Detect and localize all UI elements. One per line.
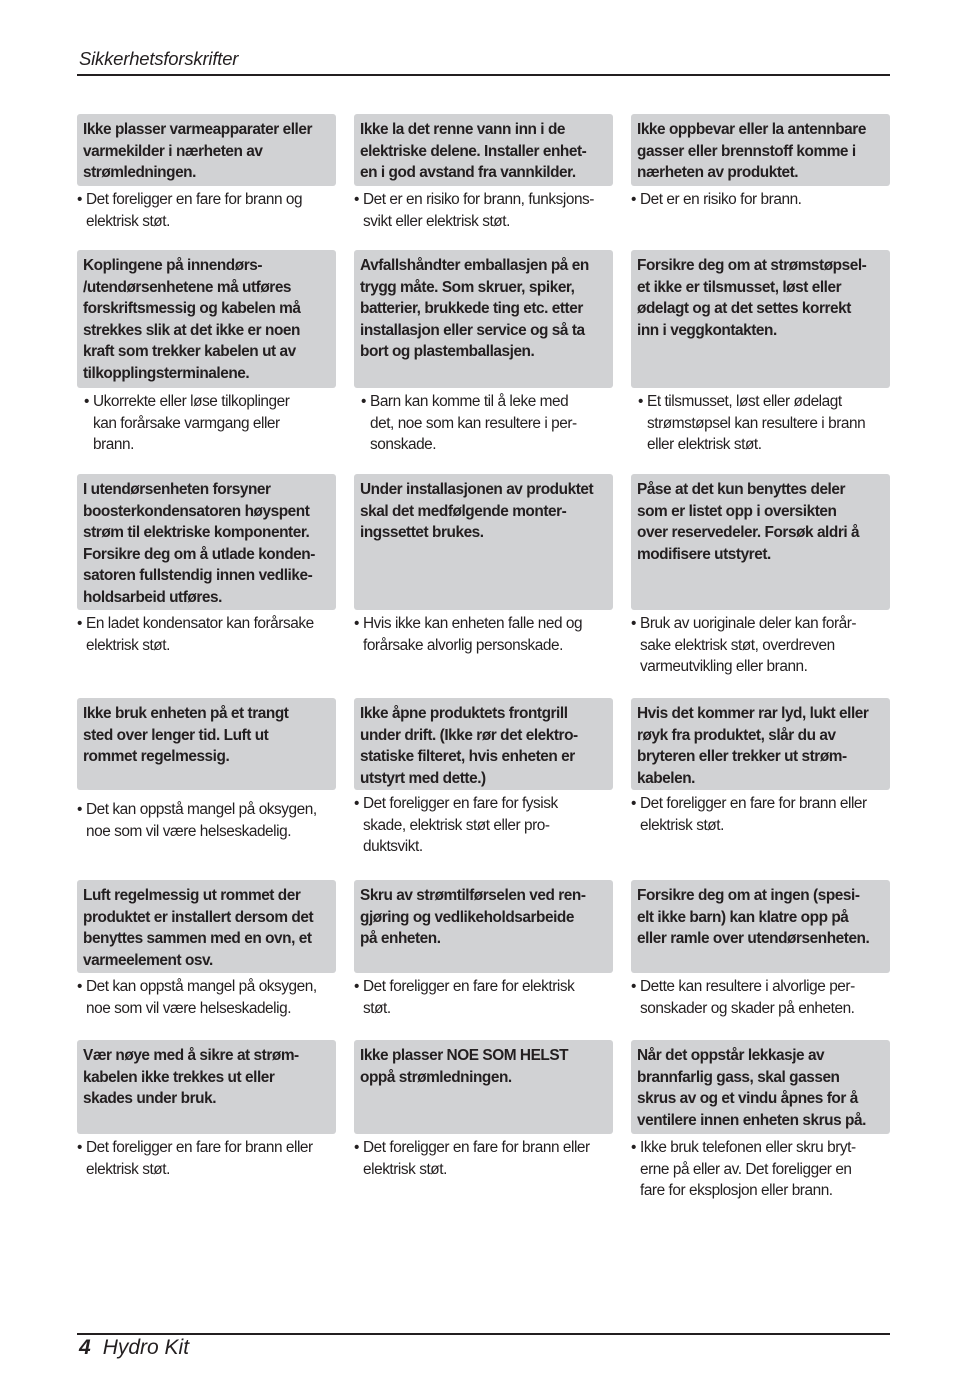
warning-heading: Ikke bruk enheten på et trangt sted over lenger tid. Luft ut rommet regelmessig. <box>83 705 289 766</box>
consequence-note <box>631 793 890 836</box>
consequence-note <box>77 613 336 656</box>
consequence-note <box>631 1137 890 1202</box>
consequence-text: Det foreligger en fare for brann eller elektrisk støt. <box>363 1139 590 1178</box>
bullet-icon: • <box>631 1139 636 1156</box>
consequence-text: Hvis ikke kan enheten falle ned og forårsake alvorlig personskade. <box>363 615 583 654</box>
warning-heading: Forsikre deg om at ingen (spesi- elt ikke barn) kan klatre opp på eller ramle over utendørsenheten. <box>637 887 870 948</box>
consequence-text: Det kan oppstå mangel på oksygen, noe som vil være helseskadelig. <box>86 978 317 1017</box>
page-header-title: Sikkerhetsforskrifter <box>79 48 239 69</box>
warning-heading: Koplingene på innendørs- /utendørsenhetene må utføres forskriftsmessig og kabelen må strekkes slik at det ikke er noen kraft som trekker kabelen ut av tilkopplingsterminalene. <box>83 257 301 382</box>
bullet-icon: • <box>84 393 89 410</box>
warning-heading-box <box>354 1040 613 1134</box>
consequence-note <box>638 391 890 456</box>
consequence-text: Det kan oppstå mangel på oksygen, noe som vil være helseskadelig. <box>86 801 317 840</box>
safety-card <box>631 880 890 1019</box>
warning-heading: Forsikre deg om at strømstøpsel- et ikke er tilsmusset, løst eller ødelagt og at det settes korrekt inn i veggkontakten. <box>637 257 867 339</box>
bullet-icon: • <box>77 978 82 995</box>
bullet-icon: • <box>631 191 636 208</box>
consequence-note <box>631 613 890 678</box>
bullet-icon: • <box>77 1139 82 1156</box>
warning-heading-box <box>354 698 613 790</box>
safety-card <box>77 114 336 232</box>
warning-heading: Skru av strømtilførselen ved ren- gjøring og vedlikeholdsarbeide på enheten. <box>360 887 586 948</box>
warning-heading: Under installasjonen av produktet skal det medfølgende monter- ingssettet brukes. <box>360 481 594 542</box>
consequence-text: Ikke bruk telefonen eller skru bryt- erne på eller av. Det foreligger en fare for eksplosjon eller brann. <box>640 1139 856 1200</box>
warning-heading-box <box>354 880 613 973</box>
safety-card <box>77 880 336 1019</box>
consequence-note <box>77 1137 336 1180</box>
warning-heading-box <box>354 250 613 388</box>
warning-heading-box <box>77 474 336 610</box>
footer-divider <box>77 1333 890 1335</box>
consequence-text: Et tilsmusset, løst eller ødelagt strømstøpsel kan resultere i brann eller elektrisk støt. <box>647 393 866 454</box>
warning-heading: Ikke plasser varmeapparater eller varmekilder i nærheten av strømledningen. <box>83 121 312 182</box>
consequence-note <box>354 613 613 656</box>
warning-heading-box <box>77 880 336 973</box>
bullet-icon: • <box>77 191 82 208</box>
safety-card <box>631 114 890 211</box>
safety-card <box>354 114 613 232</box>
consequence-note <box>84 391 336 456</box>
consequence-text: En ladet kondensator kan forårsake elektrisk støt. <box>86 615 314 654</box>
bullet-icon: • <box>354 1139 359 1156</box>
consequence-text: Det er en risiko for brann. <box>640 191 802 208</box>
consequence-text: Det foreligger en fare for elektrisk støt. <box>363 978 575 1017</box>
warning-heading: Luft regelmessig ut rommet der produktet er installert dersom det benyttes sammen med en ovn, et varmeelement osv. <box>83 887 314 969</box>
consequence-text: Det er en risiko for brann, funksjons- svikt eller elektrisk støt. <box>363 191 594 230</box>
warning-heading-box <box>631 250 890 388</box>
warning-heading-box <box>631 114 890 186</box>
safety-card <box>77 250 336 456</box>
warning-heading-box <box>77 114 336 186</box>
safety-card <box>77 1040 336 1180</box>
warning-heading-box <box>631 474 890 610</box>
bullet-icon: • <box>354 191 359 208</box>
bullet-icon: • <box>77 801 82 818</box>
warning-heading-box <box>631 698 890 790</box>
bullet-icon: • <box>354 795 359 812</box>
warning-heading: Avfallshåndter emballasjen på en trygg måte. Som skruer, spiker, batterier, brukkede ting etc. etter installasjon eller service og så ta bort og plastemballasjen. <box>360 257 589 361</box>
safety-card <box>631 474 890 678</box>
warning-heading: Ikke la det renne vann inn i de elektriske delene. Installer enhet- en i god avstand fra vannkilder. <box>360 121 587 182</box>
consequence-text: Dette kan resultere i alvorlige per- sonskader og skader på enheten. <box>640 978 855 1017</box>
consequence-text: Det foreligger en fare for brann og elektrisk støt. <box>86 191 303 230</box>
safety-card <box>77 698 336 843</box>
warning-heading: I utendørsenheten forsyner boosterkondensatoren høyspent strøm til elektriske komponenter. Forsikre deg om å utlade konden- satoren fullstendig innen vedlike- holdsarbeid utføres. <box>83 481 315 606</box>
bullet-icon: • <box>77 615 82 632</box>
warning-heading: Ikke åpne produktets frontgrill under drift. (Ikke rør det elektro- statiske filteret, hvis enheten er utstyrt med dette.) <box>360 705 578 787</box>
bullet-icon: • <box>354 615 359 632</box>
consequence-note <box>631 189 890 211</box>
safety-card <box>354 698 613 858</box>
page-footer <box>79 1336 189 1360</box>
safety-card <box>77 474 336 656</box>
safety-card <box>354 250 613 456</box>
warning-heading: Hvis det kommer rar lyd, lukt eller røyk fra produktet, slår du av bryteren eller trekker ut strøm- kabelen. <box>637 705 869 787</box>
consequence-text: Det foreligger en fare for fysisk skade, elektrisk støt eller pro- duktsvikt. <box>363 795 558 856</box>
page-number: 4 <box>79 1336 91 1359</box>
consequence-text: Det foreligger en fare for brann eller elektrisk støt. <box>640 795 867 834</box>
safety-card <box>631 1040 890 1202</box>
safety-card <box>631 698 890 836</box>
safety-card <box>631 250 890 456</box>
bullet-icon: • <box>631 978 636 995</box>
warning-heading: Ikke plasser NOE SOM HELST oppå strømledningen. <box>360 1047 569 1086</box>
consequence-text: Barn kan komme til å leke med det, noe som kan resultere i per- sonskade. <box>370 393 577 454</box>
warning-heading: Påse at det kun benyttes deler som er listet opp i oversikten over reservedeler. Forsøk aldri å modifisere utstyret. <box>637 481 860 563</box>
consequence-note <box>361 391 613 456</box>
warning-heading-box <box>631 1040 890 1134</box>
consequence-note <box>631 976 890 1019</box>
warning-heading: Ikke oppbevar eller la antennbare gasser eller brennstoff komme i nærheten av produktet. <box>637 121 866 182</box>
warning-heading-box <box>354 114 613 186</box>
warning-heading-box <box>77 250 336 388</box>
consequence-text: Bruk av uoriginale deler kan forår- sake elektrisk støt, overdreven varmeutvikling eller brann. <box>640 615 857 676</box>
warning-heading-box <box>354 474 613 610</box>
warning-heading: Vær nøye med å sikre at strøm- kabelen ikke trekkes ut eller skades under bruk. <box>83 1047 299 1108</box>
bullet-icon: • <box>354 978 359 995</box>
bullet-icon: • <box>631 795 636 812</box>
consequence-text: Det foreligger en fare for brann eller elektrisk støt. <box>86 1139 313 1178</box>
header-divider <box>77 74 890 76</box>
bullet-icon: • <box>638 393 643 410</box>
consequence-note <box>77 189 336 232</box>
safety-card <box>354 1040 613 1180</box>
warning-heading-box <box>631 880 890 973</box>
safety-card <box>354 474 613 656</box>
consequence-note <box>354 189 613 232</box>
bullet-icon: • <box>631 615 636 632</box>
product-name: Hydro Kit <box>102 1336 190 1359</box>
consequence-note <box>77 976 336 1019</box>
consequence-text: Ukorrekte eller løse tilkoplinger kan forårsake varmgang eller brann. <box>93 393 290 454</box>
warning-heading-box <box>77 698 336 790</box>
warning-heading: Når det oppstår lekkasje av brannfarlig gass, skal gassen skrus av og et vindu åpnes for å ventilere innen enheten skrus på. <box>637 1047 866 1129</box>
consequence-note <box>354 793 613 858</box>
consequence-note <box>77 799 336 843</box>
warning-heading-box <box>77 1040 336 1134</box>
bullet-icon: • <box>361 393 366 410</box>
consequence-note <box>354 976 613 1019</box>
safety-card <box>354 880 613 1019</box>
consequence-note <box>354 1137 613 1180</box>
